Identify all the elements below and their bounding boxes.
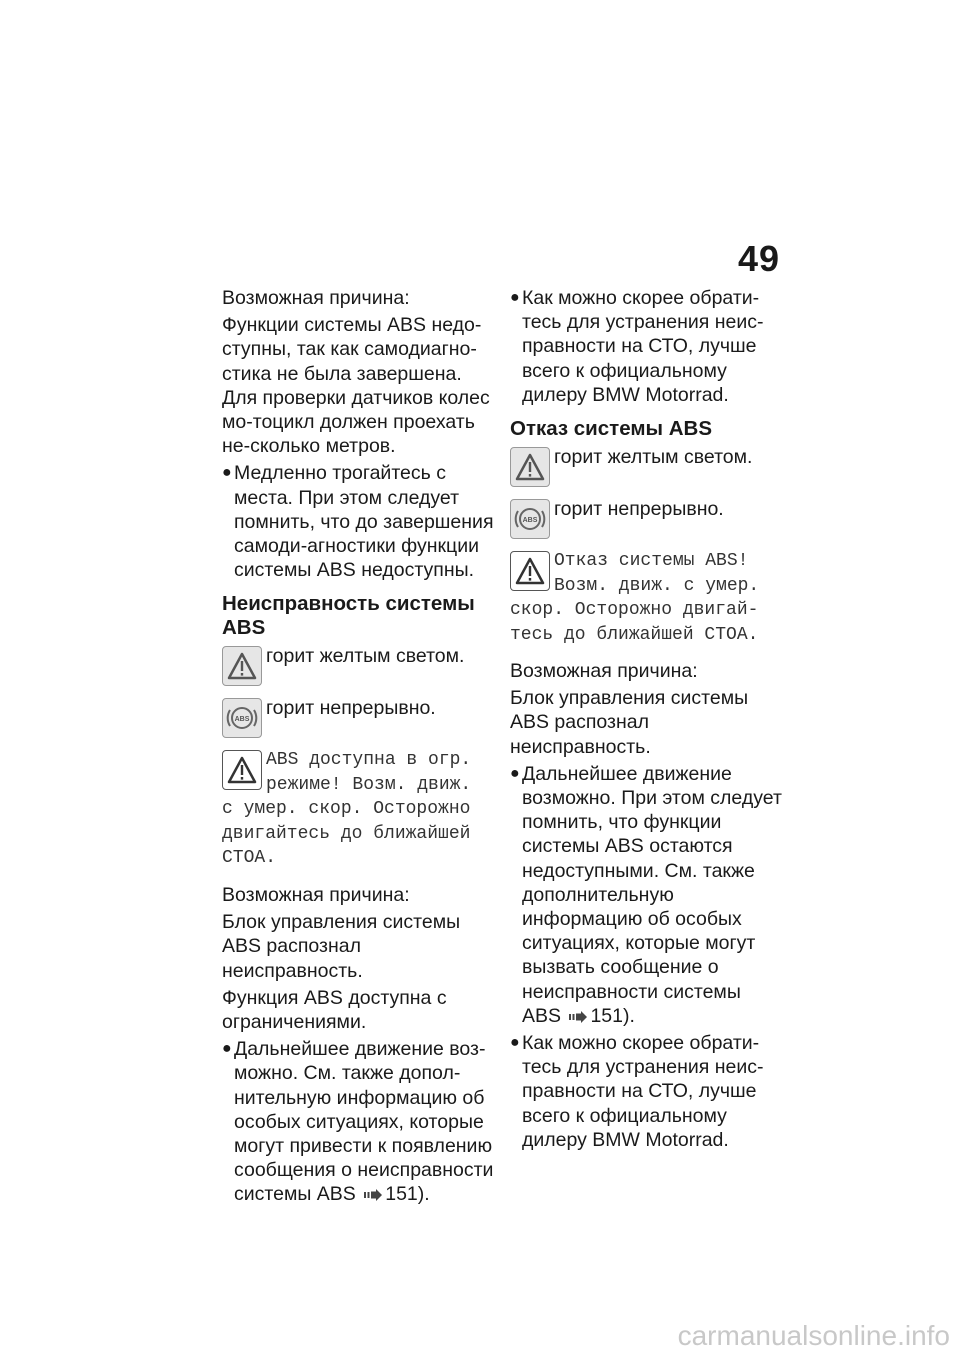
list-item-text: Дальнейшее движение возможно. При этом следует помнить, что функции системы ABS остаются недоступными. См. также дополнительную информацию об особых ситуациях, которые могут вызвать сообщение о неисправности системы ABS bbox=[522, 762, 782, 1027]
display-message-text bbox=[510, 549, 782, 647]
message-line: режиме! Возм. движ. bbox=[266, 774, 472, 795]
bullet-dot: ● bbox=[510, 289, 520, 306]
message-line: скор. Осторожно двигай- bbox=[510, 600, 759, 621]
section-heading-abs-failure: Отказ системы ABS bbox=[510, 417, 713, 441]
list-item bbox=[510, 762, 782, 1028]
list-item bbox=[510, 1031, 782, 1152]
cause-label: Возможная причина: bbox=[222, 287, 410, 309]
page-number: 49 bbox=[737, 238, 780, 279]
list-item-text: Дальнейшее движение воз-можно. См. также допол-нительную информацию об особых ситуациях, которые могут привести к появлению сообщения о неисправности системы ABS bbox=[234, 1038, 494, 1206]
reference-arrow-icon bbox=[364, 1189, 382, 1201]
list-item bbox=[222, 461, 494, 582]
cause-label: Возможная причина: bbox=[510, 660, 698, 683]
message-line: Отказ системы ABS! bbox=[554, 551, 749, 572]
abs-lamp-text: ABS bbox=[522, 517, 538, 525]
warning-triangle-icon bbox=[222, 646, 262, 686]
reference-arrow-icon bbox=[569, 1011, 587, 1023]
message-line: СТОА. bbox=[222, 848, 277, 869]
warning-triangle-icon bbox=[510, 447, 550, 487]
warning-indicator-row bbox=[222, 644, 494, 684]
abs-lamp-icon bbox=[510, 499, 550, 539]
message-line: с умер. скор. Осторожно bbox=[222, 799, 471, 820]
bullet-dot: ● bbox=[222, 464, 232, 482]
page-reference[interactable]: 151). bbox=[385, 1183, 430, 1206]
indicator-label: горит желтым светом. bbox=[554, 446, 753, 469]
list-item-text: Медленно трогайтесь с места. При этом следует помнить, что до завершения самоди-агностики функции системы ABS недоступны. bbox=[234, 462, 494, 582]
warning-indicator-row bbox=[510, 445, 782, 485]
bullet-dot: ● bbox=[222, 1040, 232, 1058]
list-item-text: Как можно скорее обрати-тесь для устранения неис-правности на СТО, лучше всего к официальному дилеру BMW Motorrad. bbox=[522, 287, 764, 406]
message-line: Возм. движ. с умер. bbox=[554, 575, 760, 596]
bullet-dot: ● bbox=[510, 764, 520, 782]
message-line: двигайтесь до ближайшей bbox=[222, 823, 471, 844]
abs-lamp-text: ABS bbox=[234, 716, 250, 724]
list-item bbox=[510, 286, 782, 407]
display-message bbox=[222, 748, 494, 871]
list-item bbox=[222, 1037, 494, 1206]
cause-text: Функции системы ABS недо-ступны, так как самодиагно-стика не была завершена. Для проверки датчиков колес мо-тоцикл должен проехать не-сколько метров. bbox=[222, 314, 490, 458]
message-line: тесь до ближайшей СТОА. bbox=[510, 624, 759, 645]
section-heading-abs-fault: Неисправность системы ABS bbox=[222, 592, 475, 640]
abs-lamp-icon bbox=[222, 698, 262, 738]
watermark: carmanualsonline.info bbox=[677, 1320, 950, 1351]
left-column bbox=[222, 286, 494, 1210]
display-message-text bbox=[222, 748, 494, 871]
right-column bbox=[510, 286, 782, 1155]
indicator-label: горит непрерывно. bbox=[266, 697, 436, 720]
abs-indicator-row bbox=[510, 497, 782, 537]
cause-text: Блок управления системы ABS распознал неисправность. bbox=[222, 911, 461, 982]
list-item-text: Как можно скорее обрати-тесь для устранения неис-правности на СТО, лучше всего к официальному дилеру BMW Motorrad. bbox=[522, 1032, 764, 1151]
cause-label: Возможная причина: bbox=[222, 883, 410, 906]
message-line: ABS доступна в огр. bbox=[266, 750, 472, 771]
cause-text: Блок управления системы ABS распознал неисправность. bbox=[510, 687, 749, 758]
page-reference[interactable]: 151). bbox=[590, 1004, 635, 1027]
indicator-label: горит желтым светом. bbox=[266, 645, 465, 668]
bullet-dot: ● bbox=[510, 1034, 520, 1052]
display-message bbox=[510, 549, 782, 647]
warning-triangle-icon bbox=[510, 551, 550, 591]
indicator-label: горит непрерывно. bbox=[554, 498, 724, 521]
warning-triangle-icon bbox=[222, 750, 262, 790]
abs-indicator-row bbox=[222, 696, 494, 736]
cause-text: Функция ABS доступна с ограничениями. bbox=[222, 986, 447, 1033]
